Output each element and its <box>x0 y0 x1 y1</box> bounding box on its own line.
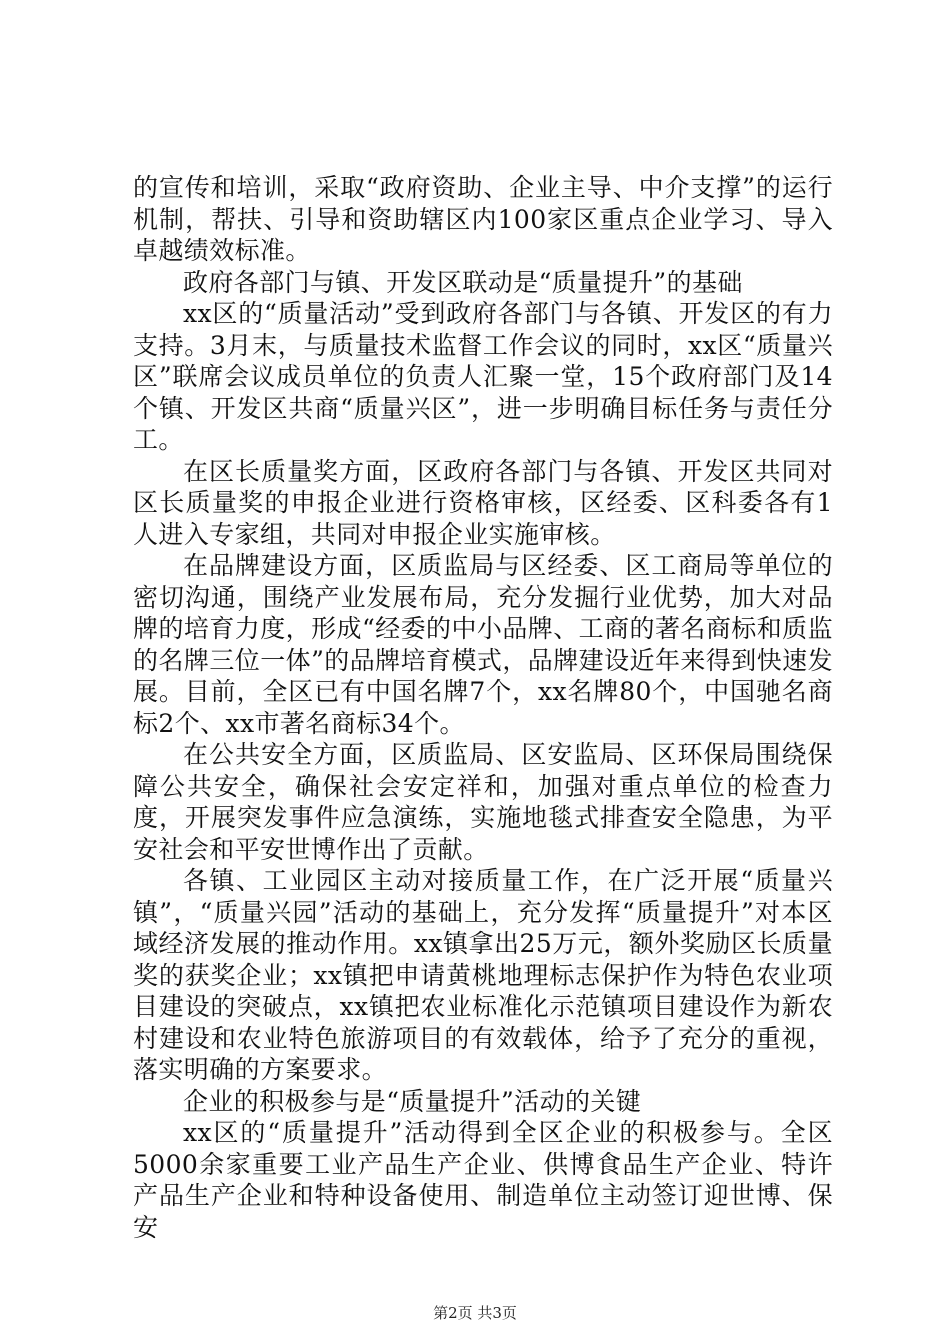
document-body <box>133 172 833 1243</box>
paragraph-quality-award: 在区长质量奖方面，区政府各部门与各镇、开发区共同对区长质量奖的申报企业进行资格审核，区经委、区科委各有1人进入专家组，共同对申报企业实施审核。 <box>133 456 833 549</box>
paragraph-enterprise-participation: xx区的“质量提升”活动得到全区企业的积极参与。全区5000余家重要工业产品生产企业、供博食品生产企业、特许产品生产企业和特种设备使用、制造单位主动签订迎世博、保安 <box>133 1118 833 1242</box>
paragraph-continuation: 的宣传和培训，采取“政府资助、企业主导、中介支撑”的运行机制，帮扶、引导和资助辖区内100家区重点企业学习、导入卓越绩效标准。 <box>133 173 833 265</box>
paragraph-towns-parks: 各镇、工业园区主动对接质量工作，在广泛开展“质量兴镇”，“质量兴园”活动的基础上，充分发挥“质量提升”对本区域经济发展的推动作用。xx镇拿出25万元，额外奖励区长质量奖的获奖企业；xx镇把申请黄桃地理标志保护作为特色农业项目建设的突破点，xx镇把农业标准化示范镇项目建设作为新农村建设和农业特色旅游项目的有效载体，给予了充分的重视，落实明确的方案要求。 <box>133 866 833 1084</box>
section-heading-linkage: 政府各部门与镇、开发区联动是“质量提升”的基础 <box>183 267 743 297</box>
paragraph-brand-building: 在品牌建设方面，区质监局与区经委、区工商局等单位的密切沟通，围绕产业发展布局，充分发掘行业优势，加大对品牌的培育力度，形成“经委的中小品牌、工商的著名商标和质监的名牌三位一体”的品牌培育模式，品牌建设近年来得到快速发展。目前，全区已有中国名牌7个，xx名牌80个，中国驰名商标2个、xx市著名商标34个。 <box>133 551 833 738</box>
page-footer: 第2页 共3页 <box>433 1304 517 1322</box>
paragraph-support: xx区的“质量活动”受到政府各部门与各镇、开发区的有力支持。3月末，与质量技术监督工作会议的同时，xx区“质量兴区”联席会议成员单位的负责人汇聚一堂，15个政府部门及14个镇、开发区共商“质量兴区”，进一步明确目标任务与责任分工。 <box>133 299 833 454</box>
section-heading-enterprises: 企业的积极参与是“质量提升”活动的关键 <box>183 1086 642 1116</box>
paragraph-public-safety: 在公共安全方面，区质监局、区安监局、区环保局围绕保障公共安全，确保社会安定祥和，加强对重点单位的检查力度，开展突发事件应急演练，实施地毯式排查安全隐患，为平安社会和平安世博作出了贡献。 <box>133 740 833 864</box>
